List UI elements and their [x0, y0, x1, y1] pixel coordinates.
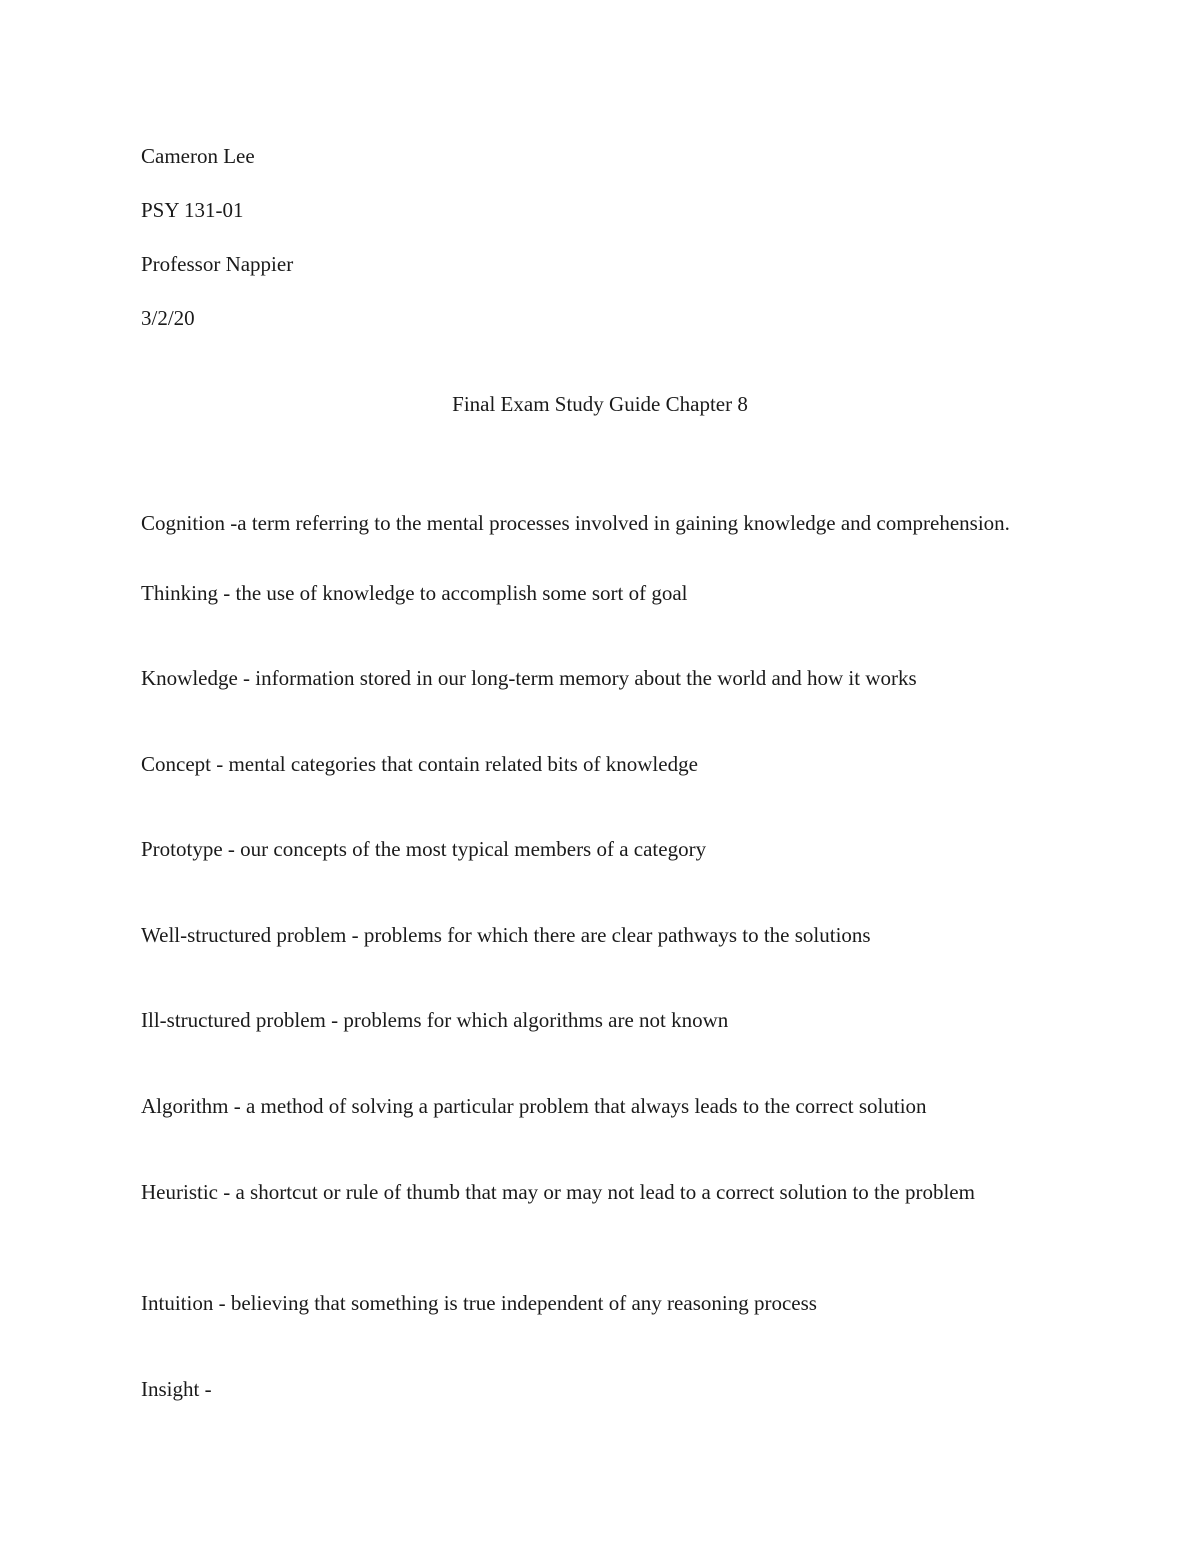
definition-well-structured-problem: Well-structured problem - problems for which there are clear pathways to the solutions: [141, 923, 871, 947]
definition-knowledge: Knowledge - information stored in our long-term memory about the world and how it works: [141, 666, 917, 690]
page-title: Final Exam Study Guide Chapter 8: [452, 392, 748, 416]
definition-ill-structured-problem: Ill-structured problem - problems for which algorithms are not known: [141, 1008, 729, 1032]
definition-heuristic: Heuristic - a shortcut or rule of thumb that may or may not lead to a correct solution to the problem: [141, 1180, 975, 1204]
definition-cognition: Cognition -a term referring to the mental processes involved in gaining knowledge and comprehension.: [141, 511, 1010, 535]
student-name: Cameron Lee: [141, 144, 255, 168]
definition-thinking: Thinking - the use of knowledge to accomplish some sort of goal: [141, 581, 688, 605]
professor-name: Professor Nappier: [141, 252, 294, 276]
definition-prototype: Prototype - our concepts of the most typical members of a category: [141, 837, 707, 861]
definition-concept: Concept - mental categories that contain related bits of knowledge: [141, 752, 698, 776]
document-date: 3/2/20: [141, 306, 195, 330]
definition-insight: Insight -: [141, 1377, 212, 1401]
definition-algorithm: Algorithm - a method of solving a particular problem that always leads to the correct solution: [141, 1094, 927, 1118]
definition-intuition: Intuition - believing that something is true independent of any reasoning process: [141, 1291, 817, 1315]
course-code: PSY 131-01: [141, 198, 244, 222]
